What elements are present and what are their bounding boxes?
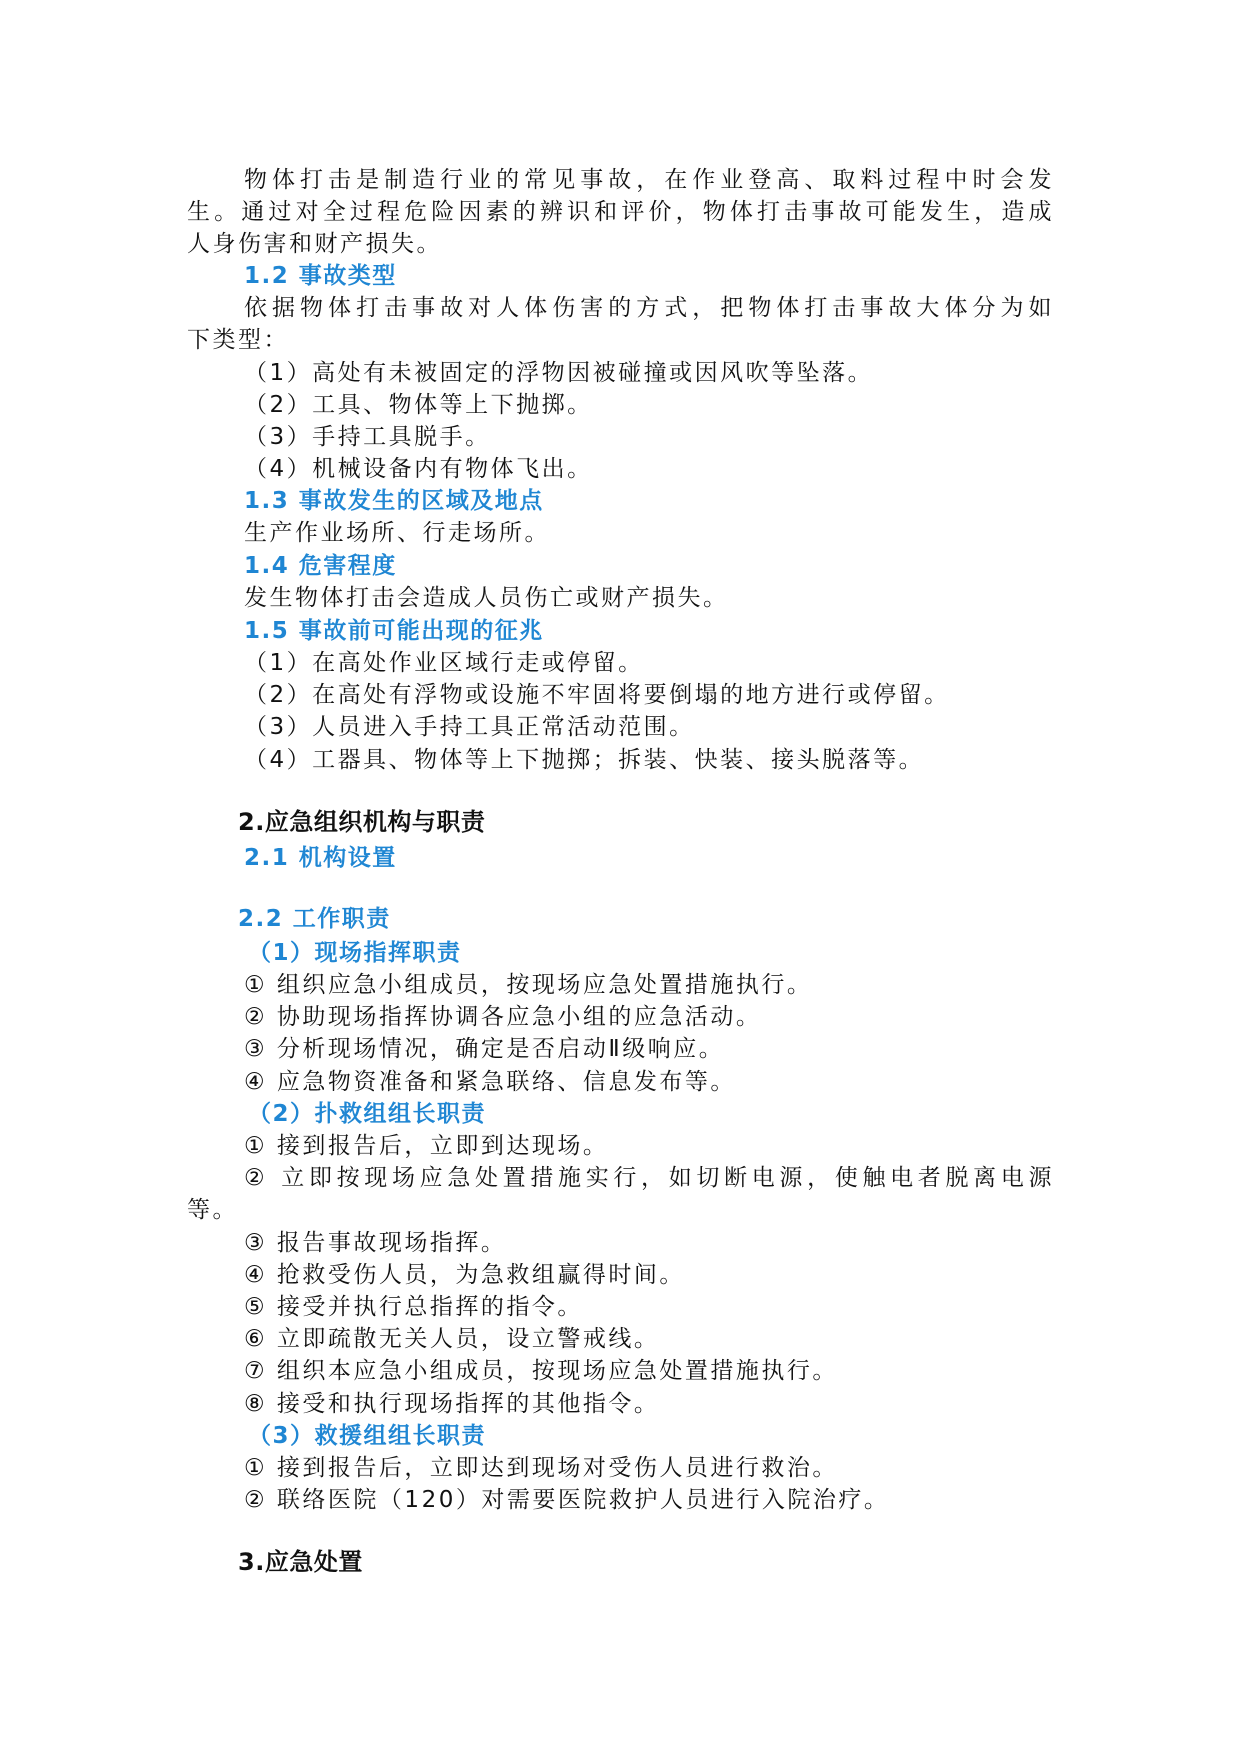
list-item-2-2-2-6: ⑥ 立即疏散无关人员，设立警戒线。 xyxy=(244,1326,660,1352)
heading-1-4: 1.4 危害程度 xyxy=(244,553,397,579)
list-item-2-2-3-1: ① 接到报告后，立即达到现场对受伤人员进行救治。 xyxy=(244,1455,838,1481)
intro-line-1: 物体打击是制造行业的常见事故，在作业登高、取料过程中时会发 xyxy=(244,167,1054,193)
para-1-4: 发生物体打击会造成人员伤亡或财产损失。 xyxy=(244,585,729,611)
list-item-2-2-2-3: ③ 报告事故现场指挥。 xyxy=(244,1230,507,1256)
para-1-3: 生产作业场所、行走场所。 xyxy=(244,520,550,546)
list-item-2-2-1-1: ① 组织应急小组成员，按现场应急处置措施执行。 xyxy=(244,972,813,998)
list-item-1-5-2: （2）在高处有浮物或设施不牢固将要倒塌的地方进行或停留。 xyxy=(244,682,950,708)
list-item-1-2-2: （2）工具、物体等上下抛掷。 xyxy=(244,392,593,418)
list-item-1-2-4: （4）机械设备内有物体飞出。 xyxy=(244,456,593,482)
list-item-2-2-2-5: ⑤ 接受并执行总指挥的指令。 xyxy=(244,1294,583,1320)
heading-2-2: 2.2 工作职责 xyxy=(238,906,391,932)
heading-1-5: 1.5 事故前可能出现的征兆 xyxy=(244,618,544,644)
list-item-2-2-2-2: ② 立即按现场应急处置措施实行，如切断电源，使触电者脱离电源 xyxy=(244,1165,1054,1191)
list-item-1-5-1: （1）在高处作业区域行走或停留。 xyxy=(244,650,644,676)
list-item-2-2-2-1: ① 接到报告后，立即到达现场。 xyxy=(244,1133,609,1159)
list-item-2-2-1-4: ④ 应急物资准备和紧急联络、信息发布等。 xyxy=(244,1069,736,1095)
heading-1-2: 1.2 事故类型 xyxy=(244,263,397,289)
para-1-2-line-2: 下类型： xyxy=(187,327,289,353)
list-item-1-2-1: （1）高处有未被固定的浮物因被碰撞或因风吹等坠落。 xyxy=(244,360,874,386)
list-item-2-2-1-2: ② 协助现场指挥协调各应急小组的应急活动。 xyxy=(244,1004,762,1030)
list-item-2-2-2-8: ⑧ 接受和执行现场指挥的其他指令。 xyxy=(244,1391,660,1417)
list-item-2-2-3-2: ② 联络医院（120）对需要医院救护人员进行入院治疗。 xyxy=(244,1487,890,1513)
heading-2-2-1: （1）现场指挥职责 xyxy=(248,940,462,966)
intro-line-3: 人身伤害和财产损失。 xyxy=(187,231,442,257)
list-item-1-5-3: （3）人员进入手持工具正常活动范围。 xyxy=(244,714,695,740)
para-1-2-line-1: 依据物体打击事故对人体伤害的方式，把物体打击事故大体分为如 xyxy=(244,295,1054,321)
heading-2-2-2: （2）扑救组组长职责 xyxy=(248,1101,487,1127)
intro-line-2: 生。通过对全过程危险因素的辨识和评价，物体打击事故可能发生，造成 xyxy=(187,199,1054,225)
heading-1-3: 1.3 事故发生的区域及地点 xyxy=(244,488,544,514)
heading-2: 2.应急组织机构与职责 xyxy=(238,808,486,836)
list-item-2-2-2-2-cont: 等。 xyxy=(187,1197,238,1223)
heading-2-1: 2.1 机构设置 xyxy=(244,845,397,871)
heading-2-2-3: （3）救援组组长职责 xyxy=(248,1423,487,1449)
list-item-2-2-2-7: ⑦ 组织本应急小组成员，按现场应急处置措施执行。 xyxy=(244,1358,838,1384)
list-item-1-2-3: （3）手持工具脱手。 xyxy=(244,424,491,450)
list-item-2-2-2-4: ④ 抢救受伤人员，为急救组赢得时间。 xyxy=(244,1262,685,1288)
heading-3: 3.应急处置 xyxy=(238,1548,363,1576)
list-item-1-5-4: （4）工器具、物体等上下抛掷；拆装、快装、接头脱落等。 xyxy=(244,747,925,773)
list-item-2-2-1-3: ③ 分析现场情况，确定是否启动Ⅱ级响应。 xyxy=(244,1036,725,1062)
